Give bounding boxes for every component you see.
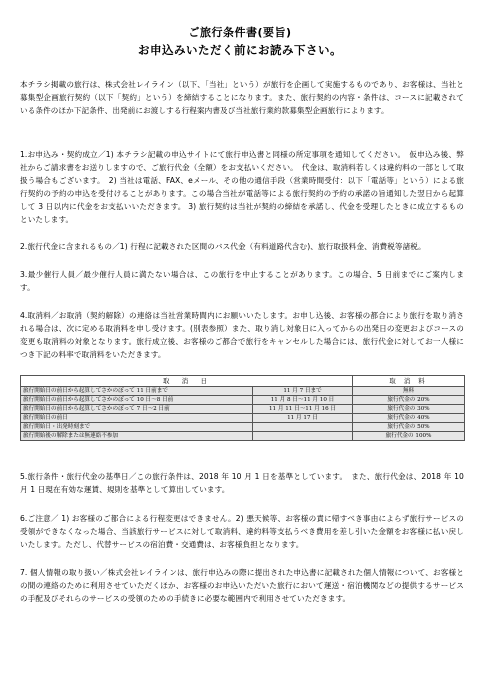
row-date-range: 11 月 7 日まで	[253, 387, 353, 396]
row-label: 旅行開始後の解除または無連絡不参加	[21, 432, 253, 441]
section-base-date: 5.旅行条件・旅行代金の基準日／この旅行条件は、2018 年 10 月 1 日を基準としています。 また、旅行代金は、2018 年 10 月 1 日現在有効な運賃、規則を基準として算出しています。	[20, 472, 464, 494]
row-date-range	[253, 423, 353, 432]
row-date-range: 11 月 11 日～11 月 16 日	[253, 405, 353, 414]
row-label: 旅行開始日の前日から起算してさかのぼって 11 日前まで	[21, 387, 253, 396]
intro-paragraph: 本チラシ掲載の旅行は、株式会社レイライン（以下、「当社」という）が旅行を企画して実施するものであり、お客様は、当社と募集型企画旅行契約（以下「契約」という）を締結することになります。また、旅行契約の内容・条件は、コースに記載されている条件のほか下記条件、出発前にお渡しする行程案内書及び当社旅行業約款募集型企画旅行によります。	[20, 80, 464, 115]
section-notes: 6.ご注意／ 1) お客様のご都合による行程変更はできません。2) 悪天候等、お客様の責に帰すべき事由によらず旅行サービスの受領ができなくなった場合、当該旅行サービスに対して取消料、違約料等支払うべき費用を差し引いた金額をお客様に払い戻しいたします。ただし、代替サービスの宿泊費・交通費は、お客様負担となります。	[20, 514, 464, 549]
row-fee: 旅行代金の 50%	[353, 423, 465, 432]
section-privacy: 7. 個人情報の取り扱い／株式会社レイラインは、旅行申込みの際に提出された申込書に記載された個人情報について、お客様との間の連絡のために利用させていただくほか、お客様のお申込いただいた旅行において運送・宿泊機関などの提供するサービスの手配及びそれらのサービスの受領のための手続きに必要な範囲内で利用させていただきます。	[20, 568, 464, 603]
section-cancellation: 4.取消料／お取消（契約解除）の連絡は当社営業時間内にお願いいたします。お申し込後、お客様の都合により旅行を取り消される場合は、次に定める取消料を申し受けます。(別表参照）また、取り消し対象日に入ってからの出発日の変更およびコースの変更も取消料の対象となります。旅行成立後、お客様のご都合で旅行をキャンセルした場合には、旅行代金に対してお一人様につき下記の料率で取消料をいただきます。	[20, 311, 464, 359]
row-label: 旅行開始日の前日から起算してさかのぼって 10 日～8 日前	[21, 396, 253, 405]
row-fee: 旅行代金の 100%	[353, 432, 465, 441]
header-cancel-date: 取 消 日	[21, 376, 353, 387]
document-subtitle: お申込みいただく前にお読み下さい。	[138, 43, 342, 57]
header-cancel-fee: 取 消 料	[353, 376, 465, 387]
table-row	[21, 423, 465, 432]
row-date-range: 11 月 17 日	[253, 414, 353, 423]
section-minimum-participants: 3.最少催行人員／最少催行人員に満たない場合は、この旅行を中止することがあります。この場合、5 日前までにご案内します。	[20, 270, 464, 292]
document-title: ご旅行条件書(要旨)	[188, 26, 292, 39]
row-date-range	[253, 432, 353, 441]
row-fee: 旅行代金の 40%	[353, 414, 465, 423]
section-application: 1.お申込み・契約成立／1) 本チラシ記載の申込サイトにて旅行申込書と同様の所定事項を通知してください。 仮申込み後、弊社からご請求書をお送りしますので、ご旅行代金（全額）をお支払いください。 代金は、取消料若しくは違約料の一部として取扱う場合もございます。 2) 当社は電話、FAX、eメール、その他の通信手段（営業時間受付：以下「電話等」という）による旅行契約の予約の申込を受付けることがあります。この場合当社が電話等による旅行契約の予約の承諾の旨通知した翌日から起算して 3 日以内に代金をお支払いいただきます。 3) 旅行契約は当社が契約の締結を承諾し、代金を受理したときに成立するものといたします。	[20, 150, 464, 224]
row-fee: 旅行代金の 30%	[353, 405, 465, 414]
row-fee: 旅行代金の 20%	[353, 396, 465, 405]
row-label: 旅行開始日・出発時刻まで	[21, 423, 253, 432]
table-row	[21, 387, 465, 396]
section-included: 2.旅行代金に含まれるもの／1) 行程に記載された区間のバス代金（有料道路代含む)、旅行取扱料金、消費税等諸税。	[20, 242, 426, 251]
row-label: 旅行開始日の前日から起算してさかのぼって 7 日～2 日前	[21, 405, 253, 414]
table-row	[21, 405, 465, 414]
cancellation-fee-table	[20, 375, 465, 441]
fee-table-header	[21, 376, 465, 387]
table-row	[21, 396, 465, 405]
table-row	[21, 414, 465, 423]
row-label: 旅行開始日の前日	[21, 414, 253, 423]
row-date-range: 11 月 8 日～11 月 10 日	[253, 396, 353, 405]
row-fee: 無料	[353, 387, 465, 396]
table-row	[21, 432, 465, 441]
